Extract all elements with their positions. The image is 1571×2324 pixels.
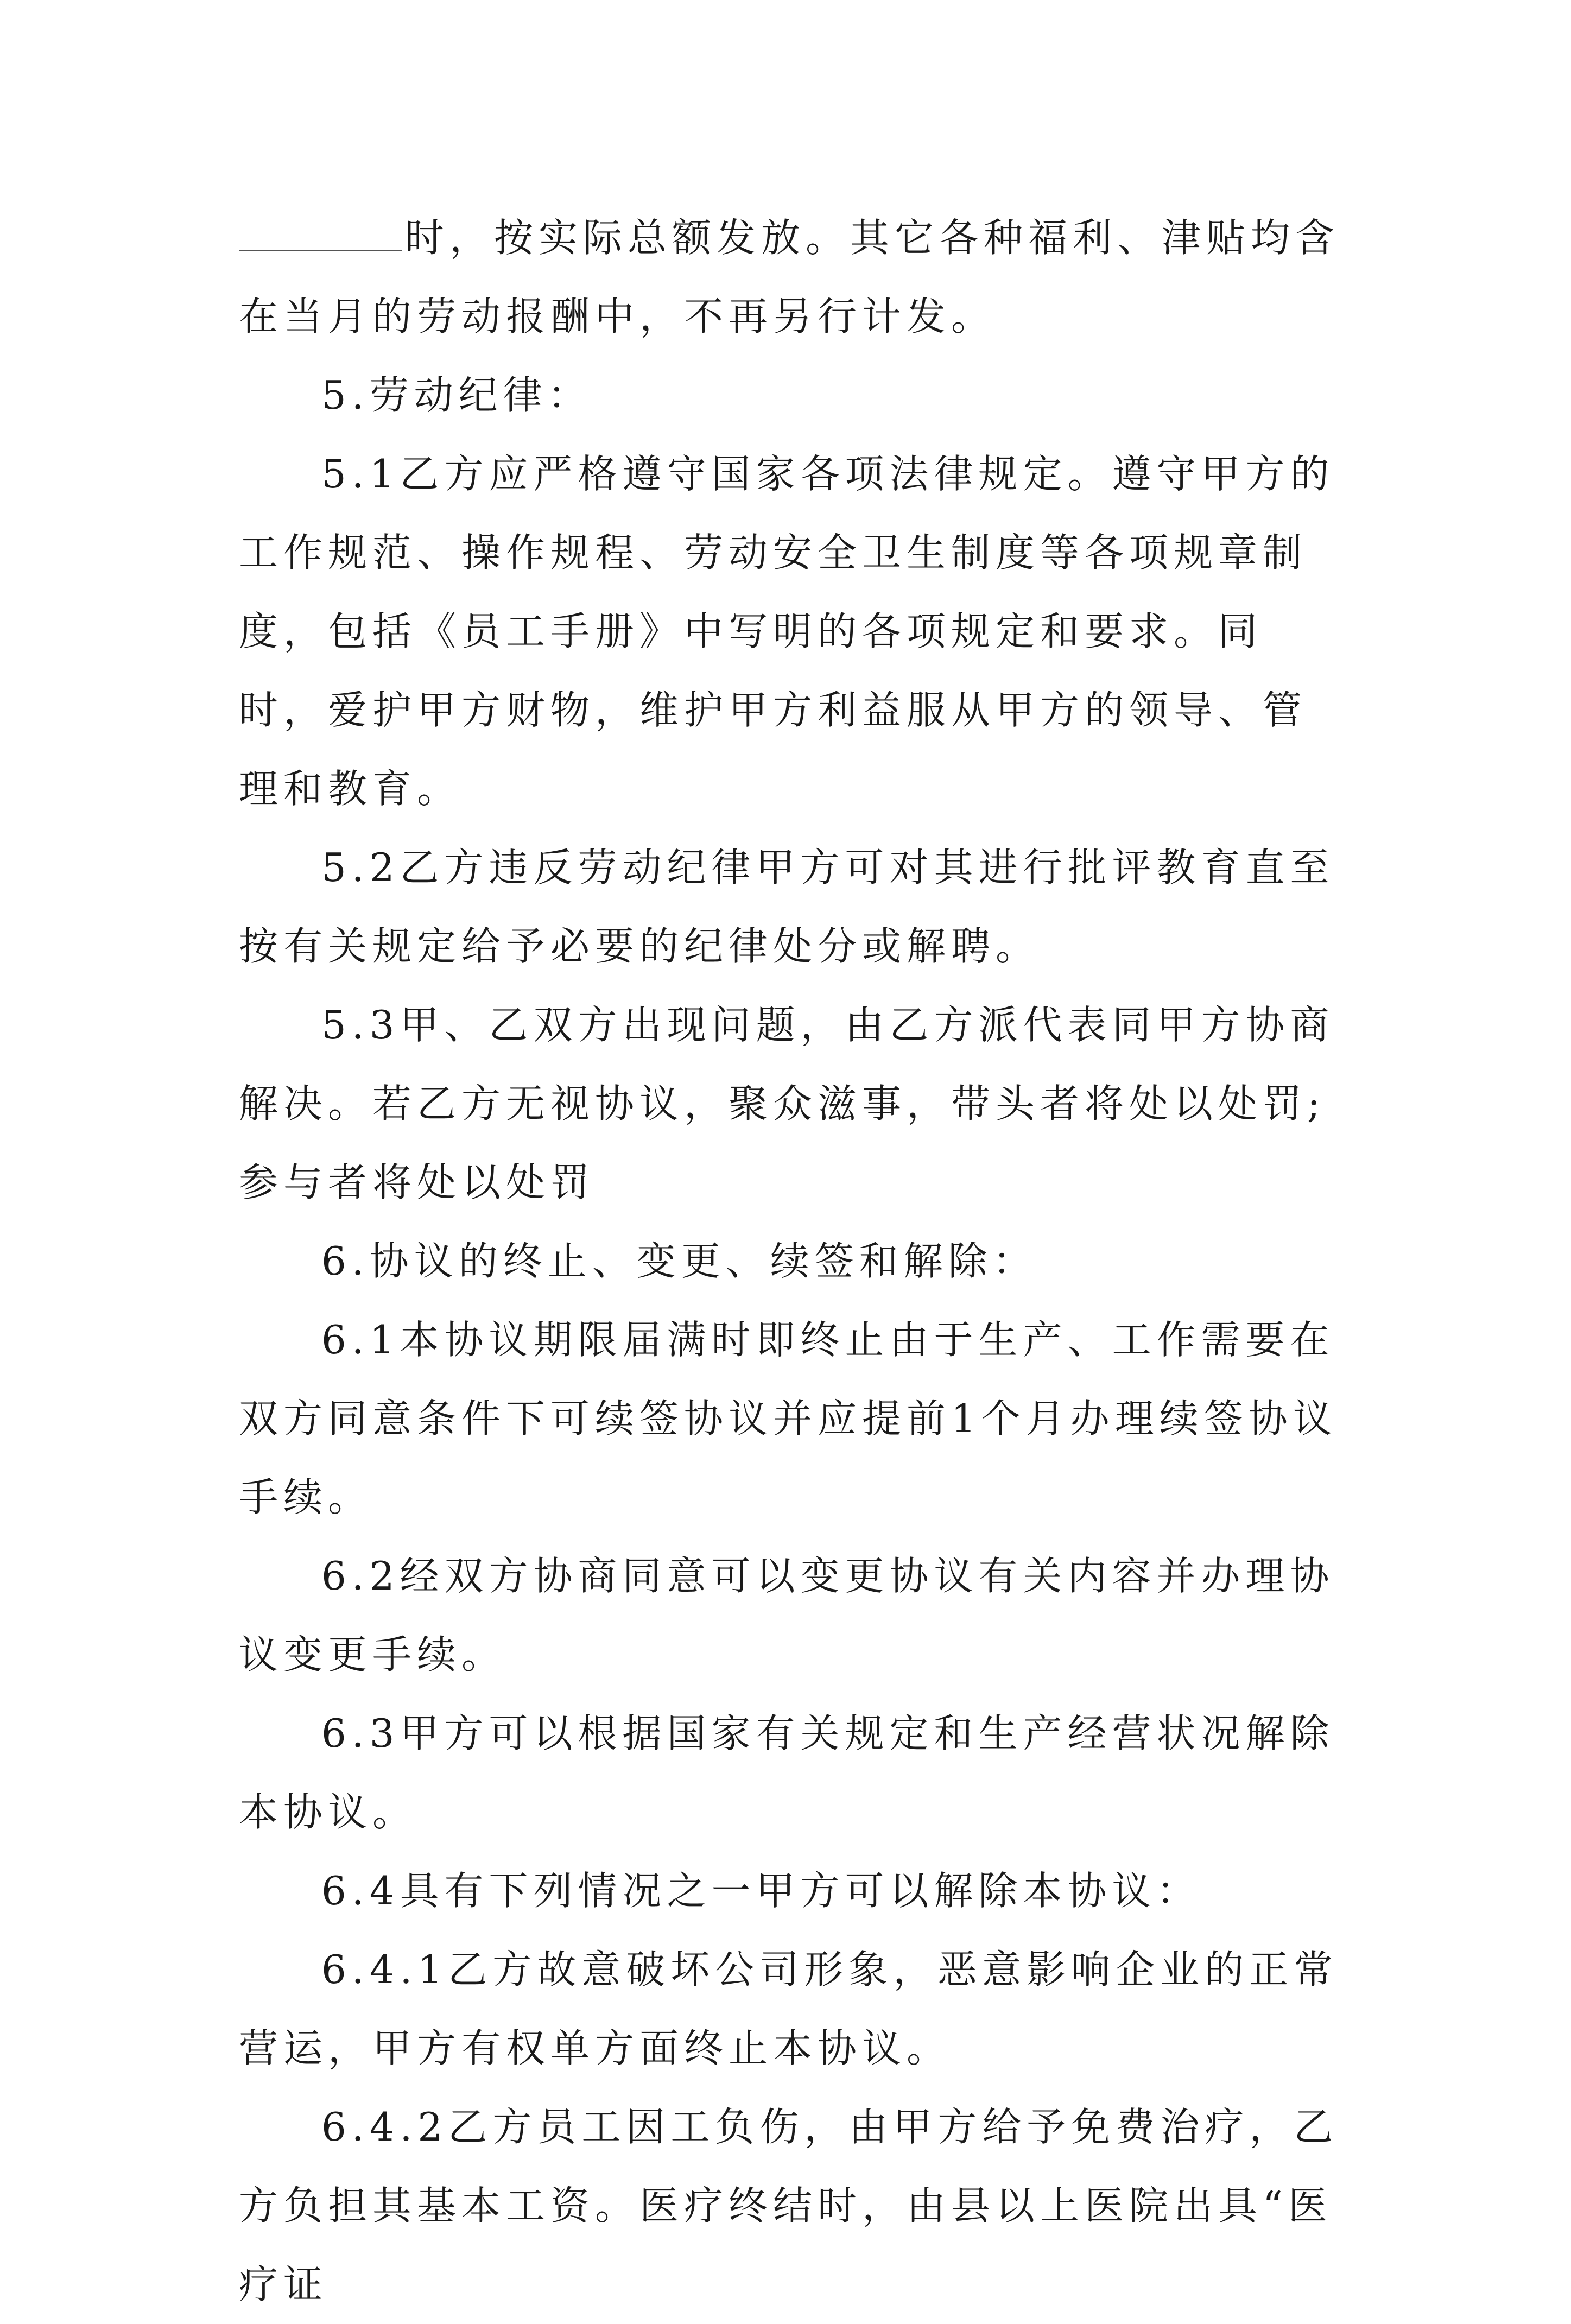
clause-6-2 [239, 1537, 1346, 1694]
section-heading-5 [239, 356, 1346, 435]
paragraph-text: 6.2经双方协商同意可以变更协议有关内容并办理协议变更手续。 [239, 1553, 1335, 1677]
paragraph-text: 6.协议的终止、变更、续签和解除： [321, 1238, 1037, 1284]
paragraph-text: 6.1本协议期限届满时即终止由于生产、工作需要在双方同意条件下可续签协议并应提前1个月办理续签协议手续。 [239, 1317, 1338, 1520]
paragraph-text: 6.4.2乙方员工因工负伤，由甲方给予免费治疗，乙方负担其基本工资。医疗终结时，由县以上医院出具“医疗证 [239, 2104, 1339, 2307]
paragraph-text: 5.2乙方违反劳动纪律甲方可对其进行批评教育直至按有关规定给予必要的纪律处分或解聘。 [239, 845, 1335, 969]
clause-6-4-1 [239, 1930, 1346, 2088]
clause-6-1 [239, 1301, 1346, 1537]
paragraph-text: 时，按实际总额发放。其它各种福利、津贴均含在当月的劳动报酬中，不再另行计发。 [239, 215, 1340, 339]
clause-5-1 [239, 435, 1346, 828]
paragraph-text: 5.劳动纪律： [321, 372, 592, 418]
document-body [239, 199, 1346, 2324]
paragraph-text: 5.1乙方应严格遵守国家各项法律规定。遵守甲方的工作规范、操作规程、劳动安全卫生制度等各项规章制度，包括《员工手册》中写明的各项规定和要求。同时，爱护甲方财物，维护甲方利益服从甲方的领导、管理和教育。 [239, 451, 1335, 812]
clause-6-4 [239, 1852, 1346, 1930]
section-heading-6 [239, 1222, 1346, 1301]
clause-5-2 [239, 828, 1346, 986]
clause-6-4-2 [239, 2088, 1346, 2324]
clause-6-3 [239, 1694, 1346, 1852]
paragraph-text: 6.4.1乙方故意破坏公司形象，恶意影响企业的正常营运，甲方有权单方面终止本协议。 [239, 1947, 1339, 2071]
clause-5-3 [239, 986, 1346, 1222]
paragraph-text: 5.3甲、乙双方出现问题，由乙方派代表同甲方协商解决。若乙方无视协议，聚众滋事，带头者将处以处罚;参与者将处以处罚 [239, 1002, 1335, 1205]
paragraph-text: 6.4具有下列情况之一甲方可以解除本协议： [321, 1868, 1201, 1914]
fill-in-blank-line [239, 249, 402, 251]
paragraph-text: 6.3甲方可以根据国家有关规定和生产经营状况解除本协议。 [239, 1711, 1335, 1835]
paragraph-continued [239, 199, 1346, 356]
